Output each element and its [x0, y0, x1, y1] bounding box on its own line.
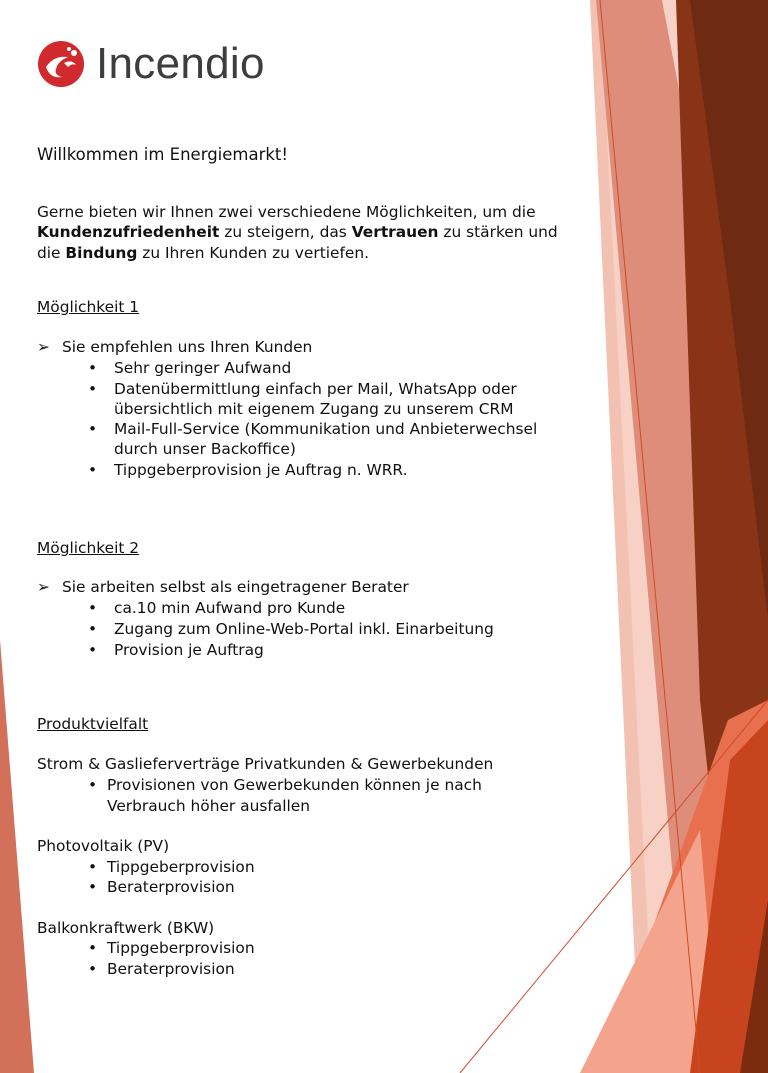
list-item-continued: durch unser Backoffice): [114, 440, 296, 458]
list-item: Zugang zum Online-Web-Portal inkl. Einarbeitung: [114, 620, 494, 638]
product-pv-title: Photovoltaik (PV): [37, 837, 170, 855]
arrow-bullet-icon: ➢: [37, 338, 50, 356]
product-bkw-title: Balkonkraftwerk (BKW): [37, 919, 215, 937]
option1-lead-text: Sie empfehlen uns Ihren Kunden: [62, 338, 313, 356]
logo-wordmark: Incendio: [96, 39, 265, 88]
option2-lead: [37, 577, 409, 598]
intro-line-1: Gerne bieten wir Ihnen zwei verschiedene Möglichkeiten, um die: [37, 203, 536, 221]
list-item: Datenübermittlung einfach per Mail, WhatsApp oder: [114, 380, 517, 398]
bullet-icon: •: [88, 461, 98, 479]
bullet-icon: •: [88, 960, 98, 978]
list-item-continued: übersichtlich mit eigenem Zugang zu unserem CRM: [114, 400, 514, 418]
list-item: Tippgeberprovision: [107, 939, 255, 957]
incendio-flame-icon: [36, 39, 86, 89]
bullet-icon: •: [88, 620, 98, 638]
intro-line-2: [37, 222, 558, 243]
bullet-icon: •: [88, 939, 98, 957]
option2-lead-text: Sie arbeiten selbst als eingetragener Berater: [62, 578, 409, 596]
arrow-bullet-icon: ➢: [37, 578, 50, 596]
bullet-icon: •: [88, 359, 98, 377]
bullet-icon: •: [88, 858, 98, 876]
list-item: Provisionen von Gewerbekunden können je nach: [107, 776, 482, 794]
list-item: Beraterprovision: [107, 878, 235, 896]
option1-heading: Möglichkeit 1: [37, 298, 140, 316]
list-item: Sehr geringer Aufwand: [114, 359, 292, 377]
keyword-satisfaction: Kundenzufriedenheit: [37, 223, 220, 241]
bullet-icon: •: [88, 641, 98, 659]
bullet-icon: •: [88, 878, 98, 896]
list-item: ca.10 min Aufwand pro Kunde: [114, 599, 346, 617]
keyword-trust: Vertrauen: [351, 223, 439, 241]
list-item-continued: Verbrauch höher ausfallen: [107, 797, 310, 815]
list-item: Tippgeberprovision: [107, 858, 255, 876]
company-logo: [36, 38, 265, 90]
bullet-icon: •: [88, 420, 98, 438]
bullet-icon: •: [88, 776, 98, 794]
intro-line-3: [37, 243, 369, 264]
bullet-icon: •: [88, 599, 98, 617]
list-item: Tippgeberprovision je Auftrag n. WRR.: [114, 461, 408, 479]
left-accent-shape: [0, 640, 34, 1073]
option1-lead: [37, 337, 312, 358]
list-item: Beraterprovision: [107, 960, 235, 978]
intro-text: die: [37, 244, 66, 262]
intro-text: zu Ihren Kunden zu vertiefen.: [137, 244, 370, 262]
intro-text: zu stärken und: [438, 223, 558, 241]
intro-text: zu steigern, das: [219, 223, 352, 241]
list-item: Provision je Auftrag: [114, 641, 264, 659]
product-strom-title: Strom & Gaslieferverträge Privatkunden & Gewerbekunden: [37, 755, 494, 773]
welcome-heading: Willkommen im Energiemarkt!: [37, 145, 289, 164]
bullet-icon: •: [88, 380, 98, 398]
keyword-bond: Bindung: [65, 244, 138, 262]
option2-heading: Möglichkeit 2: [37, 539, 140, 557]
products-heading: Produktvielfalt: [37, 715, 149, 733]
list-item: Mail-Full-Service (Kommunikation und Anbieterwechsel: [114, 420, 538, 438]
